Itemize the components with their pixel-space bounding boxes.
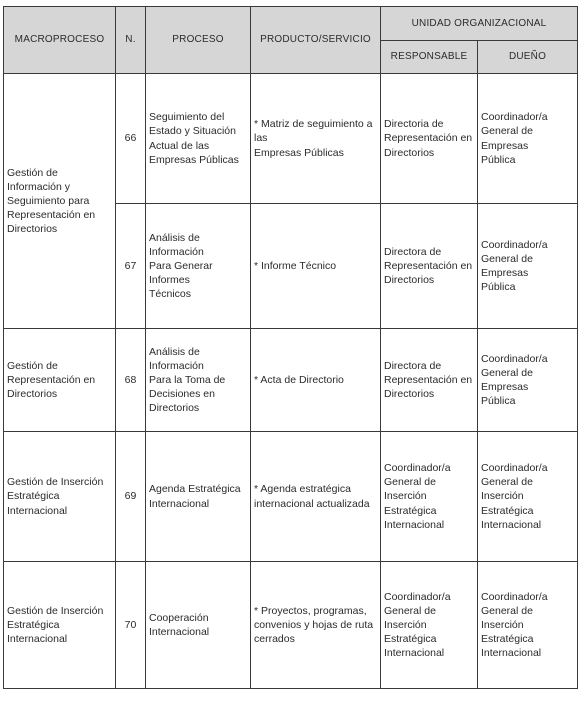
cell-text: Agenda Estratégica Internacional xyxy=(149,483,241,510)
cell-responsable xyxy=(381,562,478,689)
cell-responsable xyxy=(381,329,478,432)
cell-text: Directora de Representación en Directorios xyxy=(384,245,473,287)
cell-text: Coordinador/a General de Empresas Pública xyxy=(481,111,548,166)
cell-responsable xyxy=(381,432,478,562)
cell-number: 66 xyxy=(116,74,146,204)
cell-macroproceso xyxy=(4,74,116,329)
cell-text: Coordinador/a General de Inserción Estratégica Internacional xyxy=(384,590,451,660)
cell-dueno xyxy=(478,74,578,204)
cell-responsable xyxy=(381,74,478,204)
table-row xyxy=(4,329,578,432)
cell-dueno xyxy=(478,432,578,562)
cell-proceso xyxy=(146,329,251,432)
cell-producto xyxy=(251,329,381,432)
cell-text: * Acta de Directorio xyxy=(254,373,344,386)
cell-responsable xyxy=(381,204,478,329)
table-row xyxy=(4,432,578,562)
table-header xyxy=(4,7,578,74)
cell-text: Directoria de Representación en Directorios xyxy=(384,118,473,159)
cell-producto xyxy=(251,562,381,689)
cell-number: 68 xyxy=(116,329,146,432)
cell-text: Análisis de Información Para la Toma de Decisiones en Directorios xyxy=(149,345,226,415)
cell-dueno xyxy=(478,204,578,329)
table-row xyxy=(4,562,578,689)
cell-text: Gestión de Inserción Estratégica Internacional xyxy=(7,604,104,646)
cell-number: 70 xyxy=(116,562,146,689)
cell-text: Coordinador/a General de Inserción Estratégica Internacional xyxy=(384,462,451,531)
cell-text: * Proyectos, programas, convenios y hojas de ruta cerrados xyxy=(254,604,374,646)
header-proceso: PROCESO xyxy=(146,7,251,74)
cell-producto xyxy=(251,432,381,562)
cell-macroproceso xyxy=(4,432,116,562)
cell-text: Coordinador/a General de Empresas Pública xyxy=(481,352,548,408)
cell-macroproceso xyxy=(4,562,116,689)
cell-dueno xyxy=(478,329,578,432)
header-macroproceso: MACROPROCESO xyxy=(4,7,116,74)
cell-producto xyxy=(251,204,381,329)
cell-text: Coordinador/a General de Empresas Pública xyxy=(481,238,548,294)
cell-text: Coordinador/a General de Inserción Estratégica Internacional xyxy=(481,590,548,660)
header-responsable: RESPONSABLE xyxy=(381,41,478,74)
cell-proceso xyxy=(146,432,251,562)
header-n: N. xyxy=(116,7,146,74)
cell-proceso xyxy=(146,204,251,329)
cell-text: * Matriz de seguimiento a las Empresas Públicas xyxy=(254,118,373,159)
cell-text: Seguimiento del Estado y Situación Actual de las Empresas Públicas xyxy=(149,111,239,166)
header-unidad-organizacional: UNIDAD ORGANIZACIONAL xyxy=(381,7,578,41)
cell-text: * Informe Técnico xyxy=(254,259,337,272)
cell-number: 69 xyxy=(116,432,146,562)
process-table xyxy=(3,6,578,689)
cell-text: * Agenda estratégica internacional actualizada xyxy=(254,483,370,510)
cell-number: 67 xyxy=(116,204,146,329)
header-dueno: DUEÑO xyxy=(478,41,578,74)
cell-text: Directora de Representación en Directorios xyxy=(384,359,473,401)
cell-macroproceso xyxy=(4,329,116,432)
cell-proceso xyxy=(146,74,251,204)
cell-text: Análisis de Información Para Generar Informes Técnicos xyxy=(149,231,213,301)
cell-producto xyxy=(251,74,381,204)
cell-text: Gestión de Representación en Directorios xyxy=(7,359,96,401)
cell-dueno xyxy=(478,562,578,689)
cell-text: Cooperación Internacional xyxy=(149,611,210,638)
cell-text: Gestión de Información y Seguimiento para Representación en Directorios xyxy=(7,166,96,236)
cell-proceso xyxy=(146,562,251,689)
header-producto-servicio: PRODUCTO/SERVICIO xyxy=(251,7,381,74)
table-row xyxy=(4,74,578,204)
cell-text: Coordinador/a General de Inserción Estratégica Internacional xyxy=(481,462,548,531)
cell-text: Gestión de Inserción Estratégica Internacional xyxy=(7,476,104,517)
